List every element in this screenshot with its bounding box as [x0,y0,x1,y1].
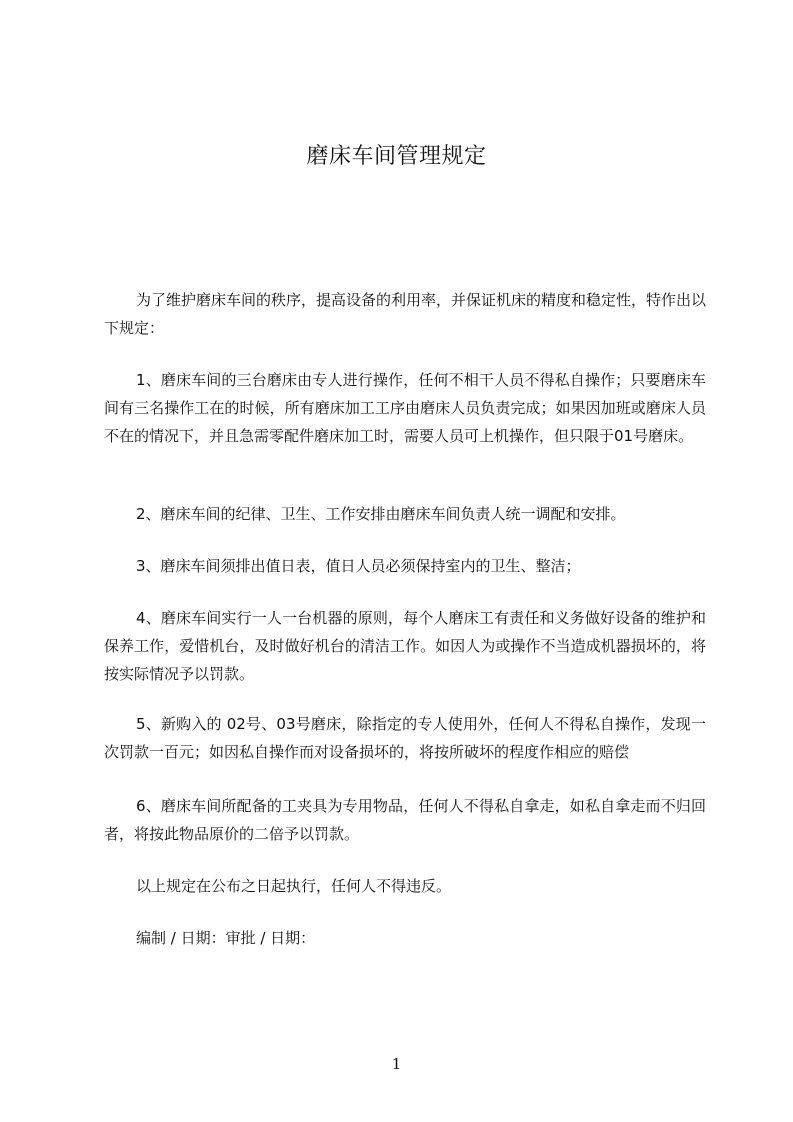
document-title: 磨床车间管理规定 [306,144,487,169]
signature-line: 编制 / 日期：审批 / 日期： [136,929,316,947]
intro-paragraph: 为了维护磨床车间的秩序，提高设备的利用率，并保证机床的精度和稳定性，特作出以下规定： [104,291,707,337]
rule-item-6: 6、磨床车间所配备的工夹具为专用物品，任何人不得私自拿走，如私自拿走而不归回者，将按此物品原价的二倍予以罚款。 [104,797,706,843]
rule-item-4: 4、磨床车间实行一人一台机器的原则，每个人磨床工有责任和义务做好设备的维护和保养工作，爱惜机台，及时做好机台的清洁工作。如因人为或操作不当造成机器损坏的，将按实际情况予以罚款。 [104,609,706,683]
rule-item-1: 1、磨床车间的三台磨床由专人进行操作，任何不相干人员不得私自操作；只要磨床车间有三名操作工在的时候，所有磨床加工工序由磨床人员负责完成；如果因加班或磨床人员不在的情况下，并且急需零配件磨床加工时，需要人员可上机操作，但只限于01号磨床。 [104,371,706,445]
rule-item-5: 5、新购入的 02号、03号磨床，除指定的专人使用外，任何人不得私自操作，发现一次罚款一百元；如因私自操作而对设备损坏的，将按所破坏的程度作相应的赔偿 [104,715,706,761]
rule-item-2: 2、磨床车间的纪律、卫生、工作安排由磨床车间负责人统一调配和安排。 [136,505,626,523]
page-number: 1 [391,1055,402,1073]
rule-item-3: 3、磨床车间须排出值日表，值日人员必须保持室内的卫生、整洁； [136,557,581,575]
closing-statement: 以上规定在公布之日起执行，任何人不得违反。 [136,877,452,895]
